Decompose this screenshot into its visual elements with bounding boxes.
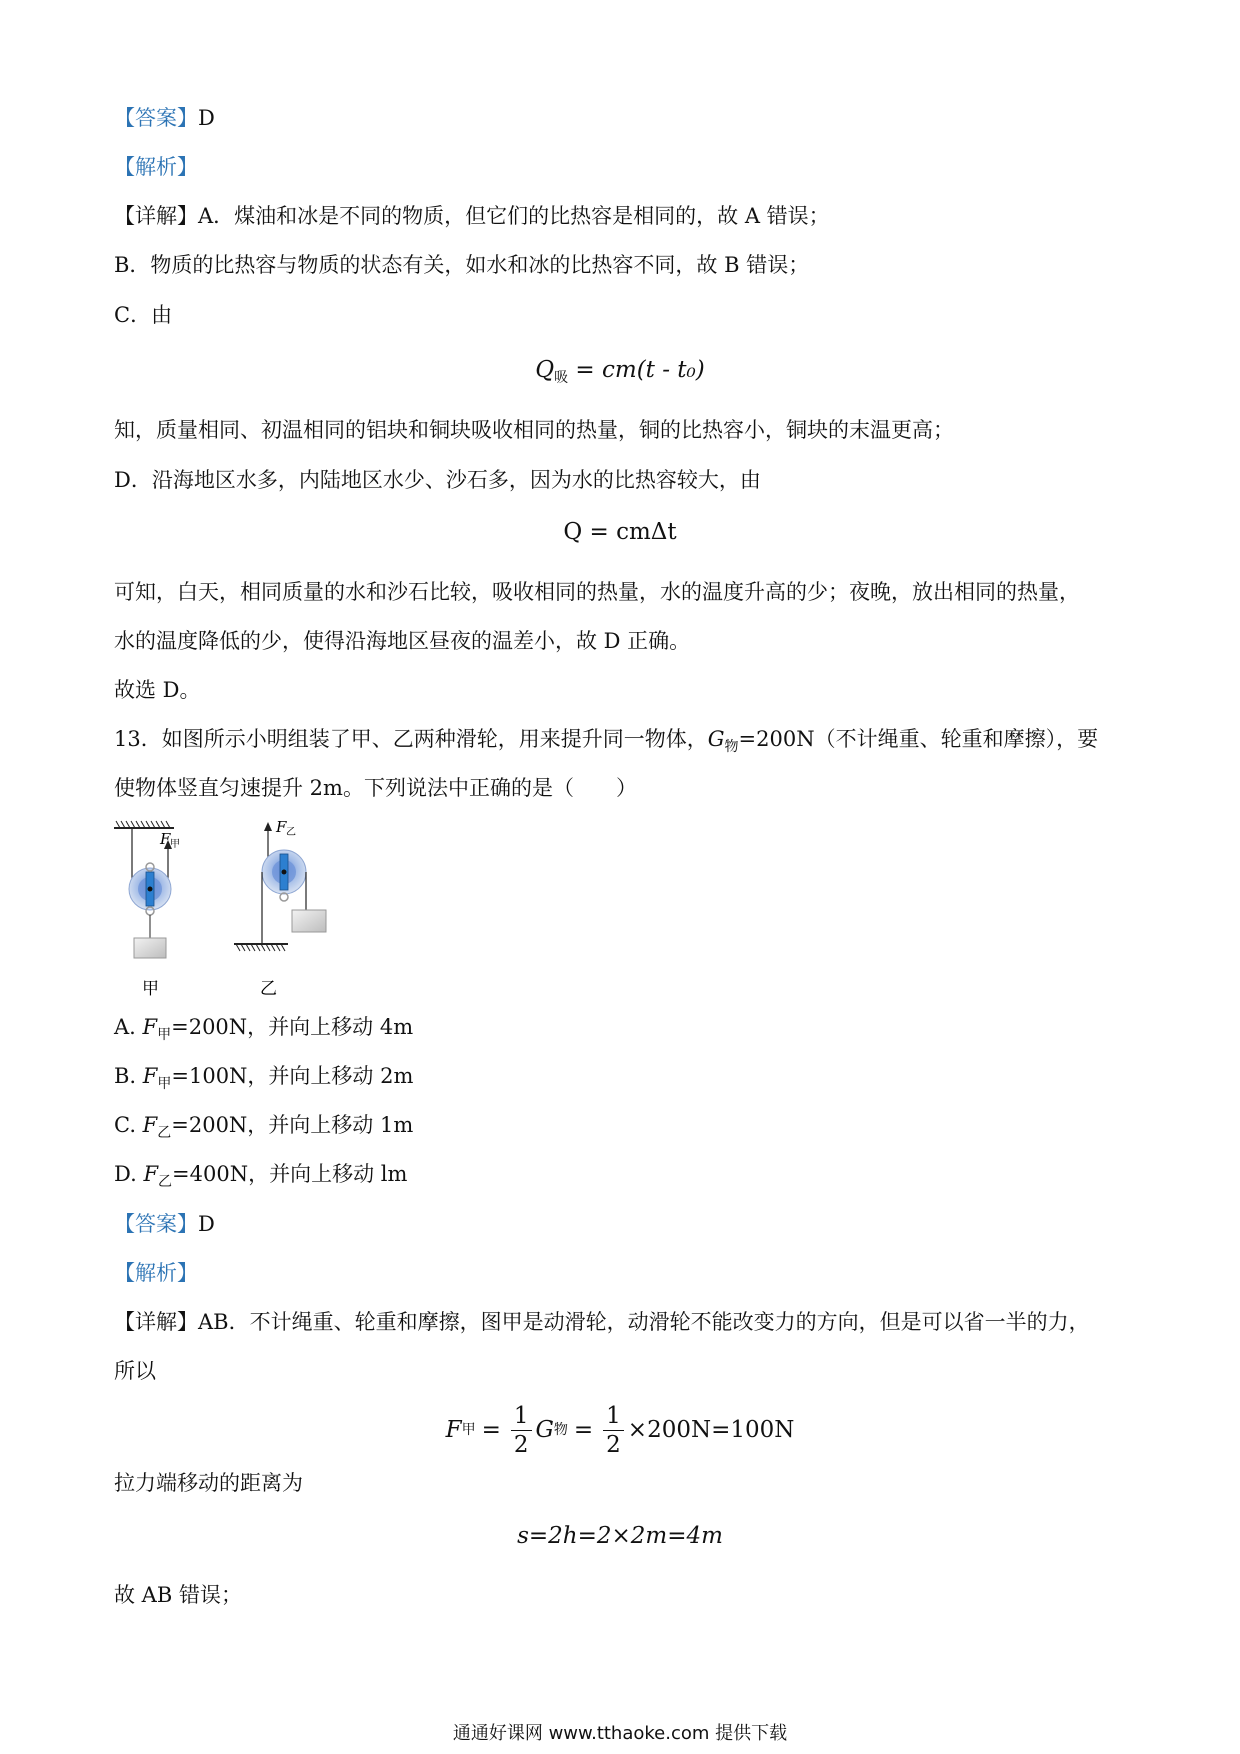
detail-ab-text: AB．不计绳重、轮重和摩擦，图甲是动滑轮，动滑轮不能改变力的方向，但是可以省一半的力，: [198, 1310, 1090, 1334]
q13-g-sub: 物: [724, 739, 739, 755]
formula-eq2: =: [573, 1417, 594, 1443]
option-d-f: F: [143, 1162, 159, 1186]
option-c-prefix: C.: [114, 1113, 143, 1137]
fraction-num-1: 1: [511, 1402, 532, 1431]
analysis-tag-13: 【解析】: [114, 1261, 198, 1285]
formula-g-sub: 物: [553, 1422, 568, 1438]
option-b[interactable]: [114, 1061, 413, 1099]
formula-f: F: [445, 1417, 462, 1443]
option-b-f: F: [142, 1064, 158, 1088]
analysis-line-12: [114, 152, 198, 182]
q13-stem-line-1: [114, 724, 1098, 762]
formula-rhs: = cm(t - t₀): [575, 357, 705, 383]
q13-stem-line-2: 使物体竖直匀速提升 2m。下列说法中正确的是（ ）: [114, 776, 637, 800]
option-b-sub: 甲: [157, 1076, 172, 1092]
detail-a-line: [114, 201, 830, 231]
detail-c-line: C．由: [114, 303, 173, 327]
option-d-text: =400N，并向上移动 lm: [172, 1162, 408, 1186]
option-d[interactable]: [114, 1159, 407, 1197]
force-yi-label: F: [276, 818, 287, 836]
formula-eq1: =: [481, 1417, 501, 1443]
detail-a-text: A．煤油和冰是不同的物质，但它们的比热容是相同的，故 A 错误；: [198, 204, 830, 228]
answer-tag-13: 【答案】: [114, 1212, 198, 1236]
formula-g: G: [535, 1417, 554, 1443]
pulley-yi: [234, 822, 326, 951]
analysis-line-13: [114, 1258, 198, 1288]
q13-g: G: [707, 727, 725, 751]
force-jia-sub: 甲: [170, 839, 180, 850]
answer-tag: 【答案】: [114, 106, 198, 130]
conclusion-12: 故选 D。: [114, 678, 201, 702]
detail-b-line: B．物质的比热容与物质的状态有关，如水和冰的比热容不同，故 B 错误；: [114, 253, 810, 277]
answer-value-13: D: [198, 1212, 215, 1236]
option-a-prefix: A.: [114, 1015, 143, 1039]
option-a[interactable]: [114, 1012, 413, 1050]
analysis-tag: 【解析】: [114, 155, 198, 179]
fraction-half-1: [511, 1402, 532, 1459]
page-footer: 通通好课网 www.tthaoke.com 提供下载: [452, 1723, 788, 1744]
option-c-sub: 乙: [157, 1125, 172, 1141]
q13-stem-b: =200N（不计绳重、轮重和摩擦），要: [738, 727, 1099, 751]
option-a-sub: 甲: [157, 1027, 172, 1043]
option-d-sub: 乙: [158, 1174, 173, 1190]
detail-so-line: 所以: [114, 1359, 156, 1383]
option-c[interactable]: [114, 1110, 413, 1148]
detail-tag-13: 【详解】: [114, 1310, 198, 1334]
option-b-text: =100N，并向上移动 2m: [171, 1064, 414, 1088]
fraction-den-2: 2: [606, 1431, 621, 1458]
answer-value: D: [198, 106, 215, 130]
formula-heat-absorbed: [0, 354, 1240, 394]
label-jia: 甲: [142, 979, 159, 999]
formula-distance: s=2h=2×2m=4m: [517, 1523, 723, 1549]
force-jia-label: F: [160, 830, 171, 848]
detail-d-line: D．沿海地区水多，内陆地区水少、沙石多，因为水的比热容较大，由: [114, 468, 761, 492]
detail-dist-line: 拉力端移动的距离为: [114, 1471, 303, 1495]
formula-q: Q: [535, 357, 555, 383]
answer-line-13: [114, 1209, 215, 1239]
option-b-prefix: B.: [114, 1064, 143, 1088]
conclusion-ab: 故 AB 错误；: [114, 1583, 242, 1607]
formula-q-sub: 吸: [554, 370, 569, 386]
formula-q-cm-dt: Q = cmΔt: [563, 519, 677, 545]
option-c-text: =200N，并向上移动 1m: [171, 1113, 414, 1137]
pulley-figure: [112, 818, 352, 1002]
option-a-f: F: [142, 1015, 158, 1039]
option-a-text: =200N，并向上移动 4m: [171, 1015, 414, 1039]
detail-d3-line: 水的温度降低的少，使得沿海地区昼夜的温差小，故 D 正确。: [114, 629, 691, 653]
option-c-f: F: [142, 1113, 158, 1137]
formula-f-sub: 甲: [461, 1422, 476, 1438]
formula-f-jia: [0, 1398, 1240, 1462]
answer-line-12: [114, 103, 215, 133]
detail-tag: 【详解】: [114, 204, 198, 228]
fraction-den-1: 2: [513, 1431, 529, 1458]
detail-d2-line: 可知，白天，相同质量的水和沙石比较，吸收相同的热量，水的温度升高的少；夜晚，放出相同的热量，: [114, 580, 1080, 604]
fraction-half-2: [603, 1402, 624, 1459]
q13-stem-a: 13．如图所示小明组装了甲、乙两种滑轮，用来提升同一物体，: [114, 727, 708, 751]
force-yi-sub: 乙: [286, 827, 296, 838]
detail-ab-line: [114, 1307, 1090, 1337]
fraction-num-2: 1: [603, 1402, 624, 1431]
option-d-prefix: D.: [114, 1162, 144, 1186]
detail-c2-line: 知，质量相同、初温相同的铝块和铜块吸收相同的热量，铜的比热容小，铜块的末温更高；: [114, 418, 954, 442]
formula-rest: ×200N=100N: [627, 1417, 795, 1443]
label-yi: 乙: [260, 979, 277, 999]
